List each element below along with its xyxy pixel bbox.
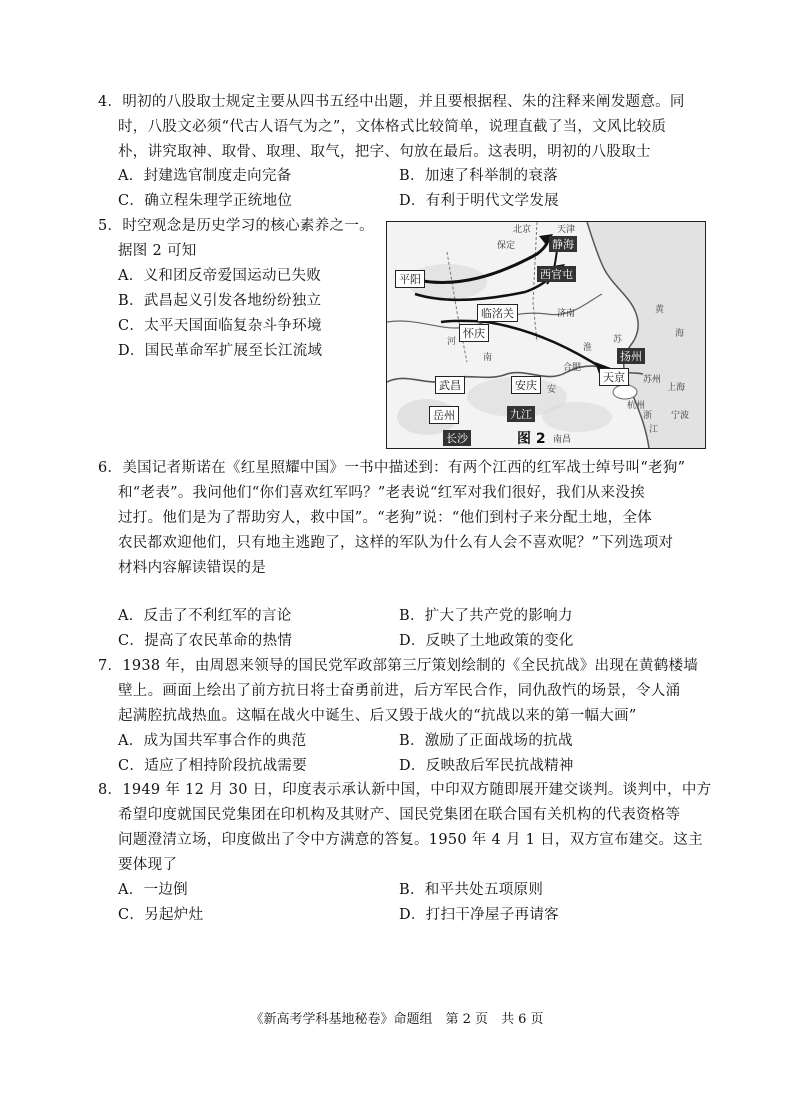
map-label-huai: 淮 [583, 343, 593, 353]
q4-option-c: C．确立程朱理学正统地位 [118, 193, 293, 209]
map-label-nanchang: 南昌 [553, 435, 572, 445]
q6-stem-line-3: 过打。他们是为了帮助穷人，救中国”。“老狗”说：“他们到村子来分配土地，全体 [118, 510, 653, 526]
figure-caption: 图 2 [517, 431, 546, 447]
q7-option-a: A．成为国共军事合作的典范 [118, 733, 307, 749]
map-label-he: 河 [447, 337, 457, 347]
map-label-yuezhou: 岳州 [429, 406, 459, 424]
q8-stem-line-3: 问题澄清立场，印度做出了令中方满意的答复。1950 年 4 月 1 日，双方宣布建交。这主 [118, 832, 703, 848]
q8-option-d: D．打扫干净屋子再请客 [399, 907, 559, 923]
q7-stem-line-3: 起满腔抗战热血。这幅在战火中诞生、后又毁于战火的“抗战以来的第一幅大画” [118, 708, 637, 724]
q6-option-c: C．提高了农民革命的热情 [118, 633, 293, 649]
q4-option-d: D．有利于明代文学发展 [399, 193, 559, 209]
q5-stem-line-2: 据图 2 可知 [118, 243, 197, 259]
map-label-linmingguan: 临洺关 [477, 304, 518, 322]
map-label-suzhou: 苏州 [643, 375, 662, 385]
map-label-hefei: 合肥 [563, 363, 582, 373]
page-footer: 《新高考学科基地秘卷》命题组 第 2 页 共 6 页 [250, 1012, 544, 1027]
q8-stem-line-2: 希望印度就国民党集团在印机构及其财产、国民党集团在联合国有关机构的代表资格等 [118, 807, 681, 823]
map-label-hangzhou: 杭州 [627, 401, 646, 411]
map-label-shanghai: 上海 [667, 383, 686, 393]
map-label-nan: 南 [483, 353, 493, 363]
map-label-ningbo: 宁波 [671, 411, 690, 421]
map-label-changsha: 长沙 [443, 430, 471, 446]
map-label-tianjing: 天京 [599, 368, 629, 386]
map-label-beijing: 北京 [513, 225, 532, 235]
map-label-baoding: 保定 [497, 241, 516, 251]
historical-map-figure [386, 221, 706, 449]
map-label-zhe: 浙 [643, 411, 653, 421]
q8-stem-line-4: 要体现了 [118, 857, 178, 873]
map-label-an: 安 [547, 385, 557, 395]
q8-option-b: B．和平共处五项原则 [399, 882, 544, 898]
map-label-xiguantun: 西官屯 [537, 266, 576, 282]
map-label-huang: 黄 [655, 305, 665, 315]
q6-option-d: D．反映了土地政策的变化 [399, 633, 574, 649]
map-label-jinan: 济南 [557, 309, 576, 319]
map-label-su: 苏 [613, 335, 623, 345]
q4-stem-line-1: 4．明初的八股取士规定主要从四书五经中出题，并且要根据程、朱的注释来阐发题意。同 [98, 94, 685, 110]
q4-option-a: A．封建选官制度走向完备 [118, 168, 292, 184]
q4-stem-line-2: 时，八股文必须“代古人语气为之”，文体格式比较简单，说理直截了当，文风比较质 [118, 119, 667, 135]
map-label-wuchang: 武昌 [435, 376, 465, 394]
map-label-jinghai: 静海 [549, 236, 577, 252]
q4-stem-line-3: 朴，讲究取神、取骨、取理、取气，把字、句放在最后。这表明，明初的八股取士 [118, 144, 651, 160]
q6-stem-line-5: 材料内容解读错误的是 [118, 560, 266, 576]
q7-option-d: D．反映敌后军民抗战精神 [399, 758, 574, 774]
q5-option-a: A．义和团反帝爱国运动已失败 [118, 268, 322, 284]
q6-stem-line-2: 和“老表”。我问他们“你们喜欢红军吗？”老表说“红军对我们很好，我们从来没挨 [118, 485, 645, 501]
q7-option-b: B．激励了正面战场的抗战 [399, 733, 573, 749]
q6-option-b: B．扩大了共产党的影响力 [399, 608, 573, 624]
q8-option-c: C．另起炉灶 [118, 907, 204, 923]
map-label-jiang: 江 [649, 425, 659, 435]
map-label-anqing: 安庆 [511, 376, 541, 394]
q7-stem-line-1: 7．1938 年，由周恩来领导的国民党军政部第三厅策划绘制的《全民抗战》出现在黄鹤楼墙 [98, 658, 699, 674]
q7-option-c: C．适应了相持阶段抗战需要 [118, 758, 307, 774]
map-label-jiujiang: 九江 [507, 406, 535, 422]
q6-stem-line-4: 农民都欢迎他们，只有地主逃跑了，这样的军队为什么有人会不喜欢呢？”下列选项对 [118, 535, 674, 551]
map-label-yangzhou: 扬州 [617, 348, 645, 364]
map-label-tianjin: 天津 [557, 225, 576, 235]
map-label-huaiqing: 怀庆 [459, 324, 489, 342]
q5-option-c: C．太平天国面临复杂斗争环境 [118, 318, 322, 334]
q8-option-a: A．一边倒 [118, 882, 188, 898]
q7-stem-line-2: 壁上。画面上绘出了前方抗日将士奋勇前进，后方军民合作，同仇敌忾的场景，令人涌 [118, 683, 681, 699]
q6-stem-line-1: 6．美国记者斯诺在《红星照耀中国》一书中描述到：有两个江西的红军战士绰号叫“老狗” [98, 460, 686, 476]
q5-option-d: D．国民革命军扩展至长江流域 [118, 343, 323, 359]
map-label-pingyang: 平阳 [395, 270, 425, 288]
q6-option-a: A．反击了不利红军的言论 [118, 608, 292, 624]
q5-option-b: B．武昌起义引发各地纷纷独立 [118, 293, 322, 309]
q5-stem-line-1: 5．时空观念是历史学习的核心素养之一。 [98, 218, 374, 234]
q8-stem-line-1: 8．1949 年 12 月 30 日，印度表示承认新中国，中印双方随即展开建交谈判。谈判中，中方 [98, 782, 712, 798]
q4-option-b: B．加速了科举制的衰落 [399, 168, 558, 184]
map-label-hai: 海 [675, 329, 685, 339]
